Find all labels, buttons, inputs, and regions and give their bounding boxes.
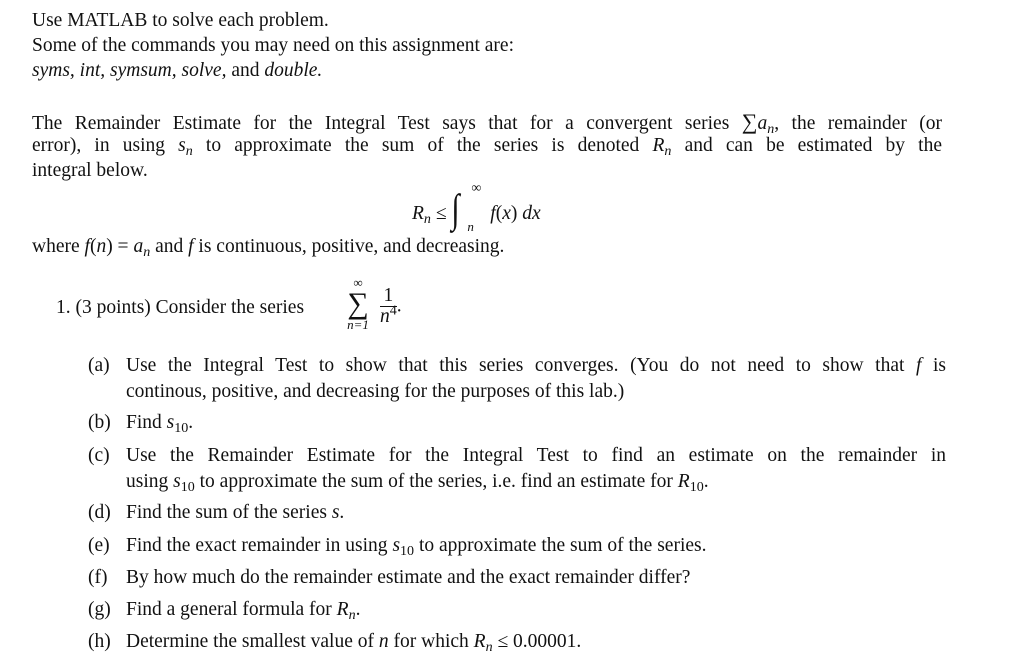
theory-text-2a: error), in using xyxy=(32,135,165,156)
theory-line-1: The Remainder Estimate for the Integral Test says that for a convergent series $\sum a_n$, the remainder (or xyxy=(32,109,943,138)
where-text-b: and xyxy=(155,236,184,257)
part-f-text: By how much do the remainder estimate and the exact remainder differ? xyxy=(126,567,691,588)
series-term: $\frac{1}{n^4}$ . xyxy=(380,285,402,327)
part-b: (b) Find $s_{10}$. xyxy=(88,412,194,437)
part-h-text-2: for which xyxy=(393,631,469,652)
series-sum xyxy=(342,276,374,332)
sum-upper-limit: ∞ xyxy=(353,275,363,290)
intro-commands-line xyxy=(32,59,322,83)
part-d: (d) Find the sum of the series s. xyxy=(88,502,345,523)
sum-lower-limit: n=1 xyxy=(347,317,369,332)
commands-list: syms, int, symsum, solve, xyxy=(32,60,227,81)
part-h-label: (h) xyxy=(88,631,111,652)
part-h-text-1: Determine the smallest value of xyxy=(126,631,374,652)
part-b-label: (b) xyxy=(88,412,111,433)
and-word: and xyxy=(231,60,260,81)
part-g: (g) Find a general formula for $R_n$. xyxy=(88,599,361,624)
part-e-text-2: to approximate the sum of the series. xyxy=(418,535,707,556)
part-c: (c) Use the Remainder Estimate for the Integral Test to find an estimate on the remainder in using $s_{10}$ to approximate the sum of the series, i.e. find an estimate for $R_{10}$. xyxy=(88,445,946,496)
part-a-text-3: continous, positive, and decreasing for the purposes of this lab.) xyxy=(126,381,625,402)
part-f-label: (f) xyxy=(88,567,108,588)
remainder-inequality: $R_n$ ≤ ∫ ∞ n f(x) dx xyxy=(412,190,541,234)
intro-line-1: Use MATLAB to solve each problem. xyxy=(32,10,329,31)
part-a-label: (a) xyxy=(88,355,110,376)
part-d-text: Find the sum of the series xyxy=(126,502,327,523)
theory-line-2: error), in using $s_n$ to approximate the sum of the series is denoted $R_n$ and can be estimated by the xyxy=(32,135,942,160)
theory-text-1b: the remainder (or xyxy=(791,113,943,134)
theory-text-1a: The Remainder Estimate for the Integral Test says that for a convergent series xyxy=(32,113,730,134)
problem-intro xyxy=(56,296,304,320)
where-text-c: is continuous, positive, and decreasing. xyxy=(198,236,505,257)
theory-text-2b: to approximate the sum of the series is denoted xyxy=(205,135,640,156)
where-line: where $f(n) = a_n$ and f is continuous, positive, and decreasing. xyxy=(32,236,505,261)
theory-text-2c: and can be estimated by the xyxy=(684,135,942,156)
part-h-text-3: 0.00001. xyxy=(513,631,582,652)
part-b-text: Find xyxy=(126,412,162,433)
part-a-text-1: Use the Integral Test to show that this series converges. (You do not need to show that xyxy=(126,355,905,376)
problem-number: 1. xyxy=(56,297,71,318)
part-a: (a) Use the Integral Test to show that this series converges. (You do not need to show that f is continous, positive, and decreasing for the purposes of this lab.) xyxy=(88,353,948,379)
part-c-label: (c) xyxy=(88,445,110,466)
theory-line-3: integral below. xyxy=(32,160,148,181)
series-sigma: ∑ xyxy=(347,287,369,320)
part-f xyxy=(88,565,948,591)
part-c-text-3: to approximate the sum of the series, i.e. find an estimate for xyxy=(199,471,673,492)
part-g-text: Find a general formula for xyxy=(126,599,332,620)
part-h: (h) Determine the smallest value of n for which $R_n \le 0.00001$. xyxy=(88,631,582,656)
integral-symbol: ∫ xyxy=(451,187,460,232)
intro-line-2: Some of the commands you may need on this assignment are: xyxy=(32,35,514,56)
part-e: (e) Find the exact remainder in using $s_{10}$ to approximate the sum of the series. xyxy=(88,535,707,560)
part-c-text-2: using xyxy=(126,471,169,492)
problem-intro-text: (3 points) Consider the series xyxy=(75,297,305,318)
where-text-a: where xyxy=(32,236,80,257)
part-e-label: (e) xyxy=(88,535,110,556)
part-c-text-1: Use the Remainder Estimate for the Integral Test to find an estimate on the remainder in xyxy=(126,445,946,466)
part-e-text-1: Find the exact remainder in using xyxy=(126,535,388,556)
last-command: double. xyxy=(264,60,323,81)
part-a-text-2: is xyxy=(933,355,947,376)
term-numerator: 1 xyxy=(380,286,397,307)
part-d-label: (d) xyxy=(88,502,111,523)
sum-symbol: ∑ xyxy=(741,109,758,134)
part-g-label: (g) xyxy=(88,599,111,620)
